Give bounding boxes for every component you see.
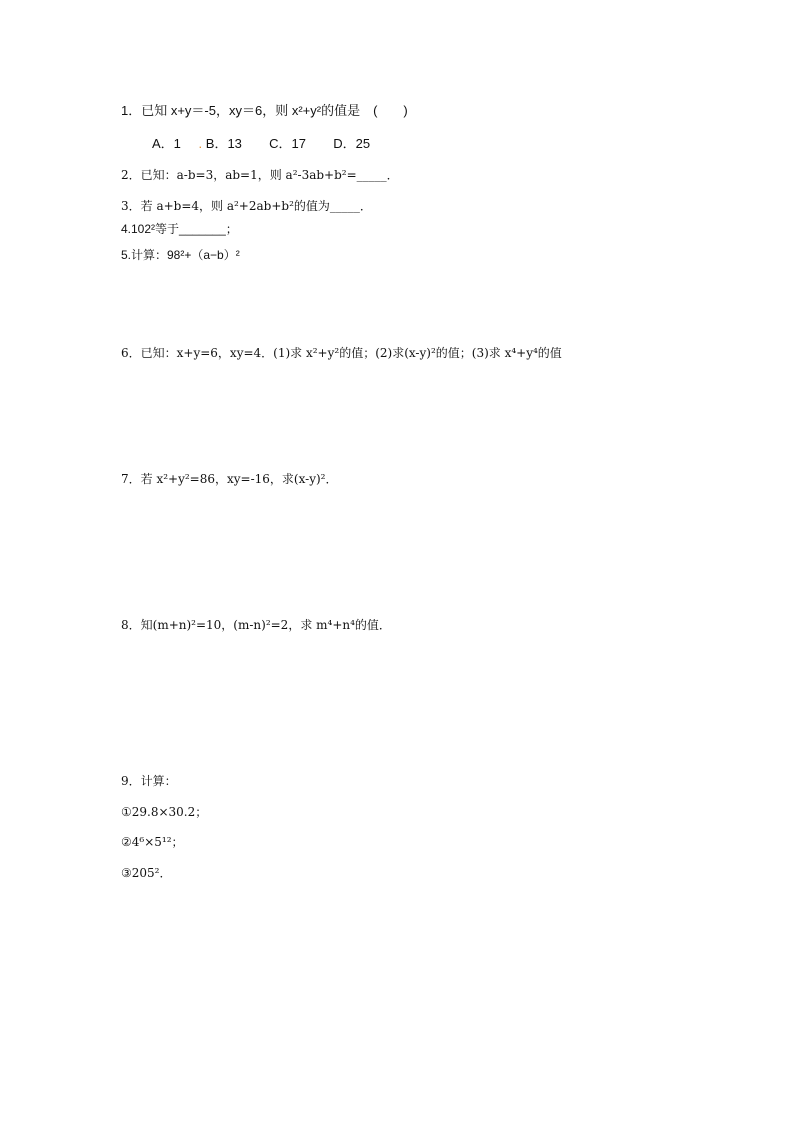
question-5: 5.计算：98²+（a−b）² — [121, 248, 240, 262]
stray-mark: . — [198, 136, 203, 151]
option-a: A．1 — [152, 136, 181, 151]
question-7: 7．若 x²+y²=86，xy=-16，求(x-y)²． — [121, 472, 338, 486]
question-2: 2．已知：a-b=3，ab=1，则 a²-3ab+b²=_____． — [121, 168, 399, 182]
question-9-item-2: ②4⁶×5¹²； — [121, 835, 184, 849]
question-8: 8．知(m+n)²=10，(m-n)²=2，求 m⁴+n⁴的值． — [121, 618, 391, 632]
question-9: 9．计算： — [121, 774, 177, 788]
question-4: 4.102²等于_______； — [121, 222, 238, 236]
question-9-item-3: ③205²． — [121, 866, 172, 880]
option-d: D．25 — [333, 136, 371, 151]
option-b: B．13 — [205, 136, 242, 151]
question-6: 6．已知：x+y=6，xy=4．(1)求 x²+y²的值；(2)求(x-y)²的值；(3)求 x⁴+y⁴的值 — [121, 346, 562, 360]
question-9-item-1: ①29.8×30.2； — [121, 805, 208, 819]
option-c: C．17 — [269, 136, 307, 151]
question-1: 1．已知 x+y＝-5，xy＝6，则 x²+y²的值是 ( ) — [121, 103, 408, 118]
question-1-options — [152, 135, 370, 153]
question-3: 3．若 a+b=4，则 a²+2ab+b²的值为_____． — [121, 199, 372, 213]
